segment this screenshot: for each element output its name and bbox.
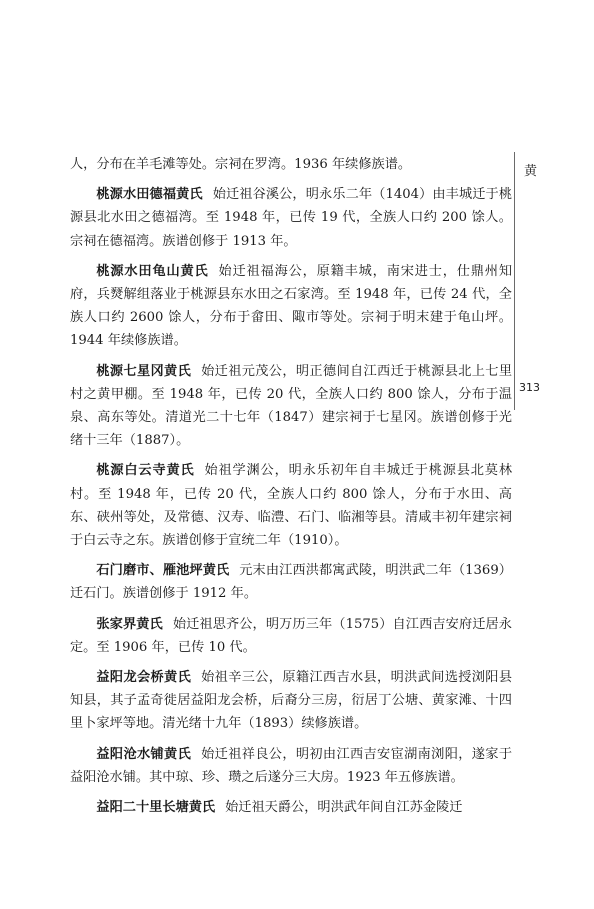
paragraph <box>70 796 512 819</box>
paragraph-text: 始迁祖思齐公，明万历三年（1575）自江西吉安府迁居永定。至 1906 年，已传 10 代。 <box>70 616 512 655</box>
margin-rule <box>514 152 515 410</box>
paragraph <box>70 666 512 736</box>
paragraph-text: 始迁祖元茂公，明正德间自江西迁于桃源县北上七里村之黄甲棚。至 1948 年，已传 20 代，全族人口约 800 馀人，分布于温泉、高东等处。清道光二十七年（1847）建宗祠于七星冈。族谱创修于光绪十三年（1887）。 <box>70 363 513 449</box>
entry-heading: 益阳沧水铺黄氏 <box>96 746 192 762</box>
paragraph <box>70 360 512 453</box>
paragraph-text: 始迁祖天爵公，明洪武年间自江苏金陵迁 <box>225 800 463 816</box>
page-number: 313 <box>519 381 540 394</box>
paragraph-text: 人，分布在羊毛滩等处。宗祠在罗湾。1936 年续修族谱。 <box>70 157 412 172</box>
entry-heading: 桃源白云寺黄氏 <box>96 463 195 479</box>
entry-heading: 张家界黄氏 <box>96 616 163 632</box>
paragraph <box>70 183 512 253</box>
entry-heading: 益阳二十里长塘黄氏 <box>96 800 216 816</box>
paragraph-text: 始祖辛三公，原籍江西吉水县，明洪武间选授浏阳县知县，其子孟奇徙居益阳龙会桥，后裔分三房，衍居丁公塘、黄家滩、十四里卜家坪等地。清光绪十九年（1893）续修族谱。 <box>70 670 513 732</box>
paragraph <box>70 743 512 789</box>
entry-heading: 桃源水田德福黄氏 <box>96 187 203 203</box>
paragraph-text: 始迁祖祥良公，明初由江西吉安宦湖南浏阳，遂家于益阳沧水铺。其中琼、珍、瓒之后遂分三大房。1923 年五修族谱。 <box>70 746 513 785</box>
paragraph-text: 始迁祖福海公，原籍丰城，南宋进士，仕鼎州知府，兵燹解组落业于桃源县东水田之石家湾。至 1948 年，已传 24 代，全族人口约 2600 馀人，分布于畲田、陬市等处。宗祠于明末建于龟山坪。1944 年续修族谱。 <box>70 263 513 349</box>
paragraph <box>70 459 512 552</box>
paragraph <box>70 260 512 353</box>
entry-heading: 桃源水田龟山黄氏 <box>96 263 209 279</box>
paragraph-text: 始祖学渊公，明永乐初年自丰城迁于桃源县北莫林村。至 1948 年，已传 20 代，全族人口约 800 馀人，分布于水田、高东、硖州等处，及常德、汉寿、临澧、石门、临湘等县。清咸丰初年建宗祠于白云寺之东。族谱创修于宣统二年（1910）。 <box>70 463 513 549</box>
paragraph <box>70 559 512 605</box>
paragraph-text: 元末由江西洪都寓武陵，明洪武二年（1369）迁石门。族谱创修于 1912 年。 <box>70 563 512 602</box>
entry-heading: 益阳龙会桥黄氏 <box>96 670 192 686</box>
paragraph <box>70 613 512 659</box>
entry-heading: 桃源七星冈黄氏 <box>96 363 192 379</box>
paragraph-text: 始迁祖谷溪公，明永乐二年（1404）由丰城迁于桃源县北水田之德福湾。至 1948 年，已传 19 代，全族人口约 200 馀人。宗祠在德福湾。族谱创修于 1913 年。 <box>70 187 513 249</box>
paragraph <box>70 153 512 176</box>
entry-heading: 石门磨市、雁池坪黄氏 <box>96 563 230 579</box>
body-text <box>70 153 512 826</box>
running-head: 黄 <box>524 164 538 179</box>
